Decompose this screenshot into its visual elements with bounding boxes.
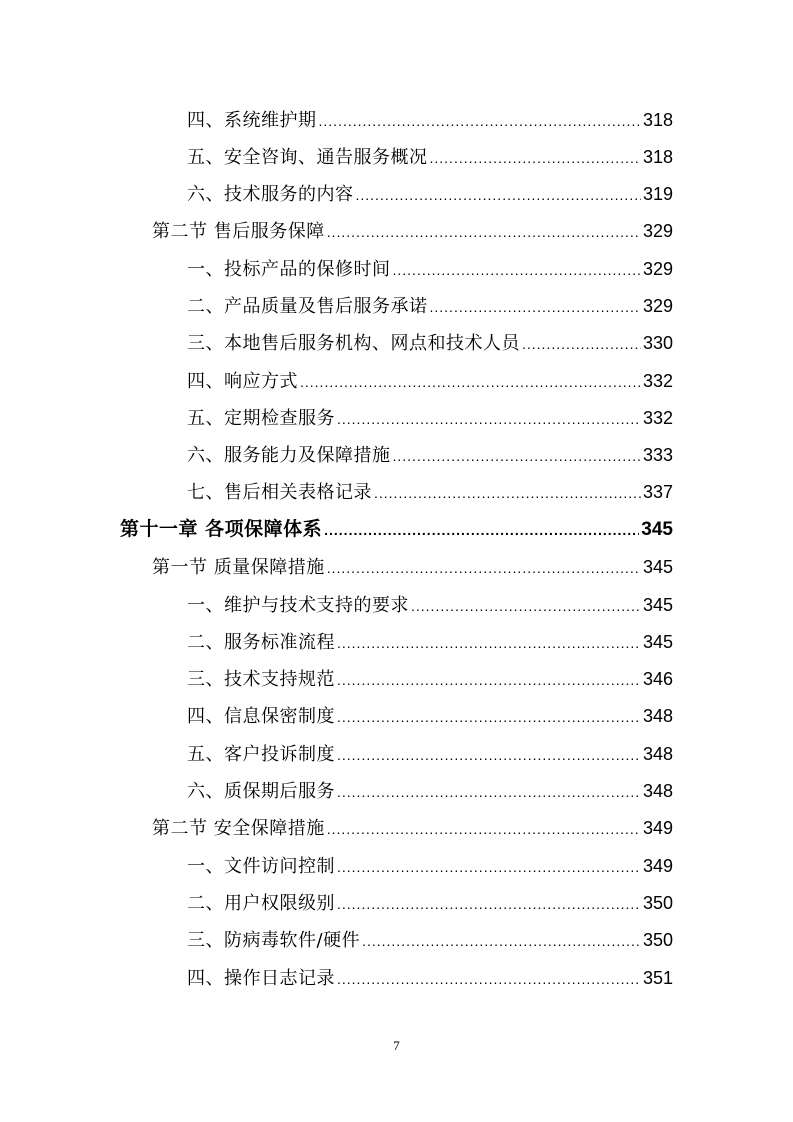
toc-entry-title: 一、维护与技术支持的要求: [187, 595, 409, 616]
toc-entry-title: 三、技术支持规范: [187, 669, 335, 690]
toc-entry-page: 348: [642, 781, 673, 801]
dot-leader: [374, 481, 641, 505]
toc-entry[interactable]: [187, 294, 673, 319]
toc-entry-page: 329: [642, 259, 673, 279]
toc-entry[interactable]: [187, 966, 673, 991]
toc-entry-title: 五、定期检查服务: [187, 408, 335, 429]
toc-entry[interactable]: [187, 630, 673, 655]
dot-leader: [300, 370, 641, 394]
toc-entry[interactable]: [187, 406, 673, 431]
toc-entry-title: 一、投标产品的保修时间: [187, 259, 391, 280]
toc-entry[interactable]: [187, 667, 673, 692]
toc-entry-title: 二、产品质量及售后服务承诺: [187, 296, 428, 317]
toc-entry-page: 318: [642, 110, 673, 130]
toc-entry-title: 第十一章 各项保障体系: [120, 518, 323, 540]
toc-entry-title: 五、客户投诉制度: [187, 744, 335, 765]
dot-leader: [337, 892, 641, 916]
toc-section[interactable]: [152, 219, 673, 244]
toc-entry-page: 351: [642, 968, 673, 988]
toc-entry-page: 348: [642, 706, 673, 726]
toc-entry[interactable]: [187, 779, 673, 804]
toc-entry-page: 346: [642, 669, 673, 689]
toc-entry[interactable]: [187, 854, 673, 879]
toc-section[interactable]: [152, 816, 673, 841]
dot-leader: [337, 705, 641, 729]
toc-entry[interactable]: [187, 443, 673, 468]
toc-entry[interactable]: [187, 108, 673, 133]
toc-entry-title: 五、安全咨询、通告服务概况: [187, 147, 428, 168]
toc-entry-page: 350: [642, 930, 673, 950]
toc-entry-page: 329: [642, 296, 673, 316]
toc-entry-page: 350: [642, 893, 673, 913]
toc-entry[interactable]: [187, 891, 673, 916]
toc-section[interactable]: [152, 555, 673, 580]
toc-entry-page: 318: [642, 147, 673, 167]
dot-leader: [356, 183, 641, 207]
toc-entry-page: 345: [642, 595, 673, 615]
dot-leader: [430, 146, 641, 170]
toc-entry-title: 二、服务标准流程: [187, 632, 335, 653]
toc-entry-page: 329: [642, 221, 673, 241]
toc-entry-title: 四、系统维护期: [187, 110, 317, 131]
toc-entry[interactable]: [187, 704, 673, 729]
toc-entry-title: 三、防病毒软件/硬件: [187, 930, 361, 951]
page-number: 7: [393, 1038, 400, 1053]
toc-entry-page: 345: [642, 632, 673, 652]
toc-entry-title: 七、售后相关表格记录: [187, 482, 372, 503]
toc-entry-title: 六、质保期后服务: [187, 781, 335, 802]
toc-entry-title: 六、服务能力及保障措施: [187, 445, 391, 466]
toc-entry-title: 四、信息保密制度: [187, 706, 335, 727]
toc-entry[interactable]: [187, 331, 673, 356]
toc-entry[interactable]: [187, 145, 673, 170]
toc-entry[interactable]: [187, 480, 673, 505]
dot-leader: [337, 668, 641, 692]
dot-leader: [337, 855, 641, 879]
dot-leader: [393, 258, 641, 282]
toc-entry-page: 319: [642, 184, 673, 204]
toc-entry-title: 二、用户权限级别: [187, 893, 335, 914]
dot-leader: [337, 631, 641, 655]
toc-entry[interactable]: [187, 593, 673, 618]
toc-entry-title: 四、操作日志记录: [187, 968, 335, 989]
dot-leader: [411, 594, 641, 618]
toc-entry-title: 六、技术服务的内容: [187, 184, 354, 205]
toc-entry-title: 四、响应方式: [187, 371, 298, 392]
toc-entry[interactable]: [187, 369, 673, 394]
toc-entry-page: 330: [642, 333, 673, 353]
dot-leader: [327, 817, 641, 841]
dot-leader: [337, 780, 641, 804]
dot-leader: [327, 556, 641, 580]
toc-entry-page: 345: [642, 557, 673, 577]
toc-entry-page: 333: [642, 445, 673, 465]
dot-leader: [337, 407, 641, 431]
dot-leader: [324, 518, 639, 542]
toc-entry[interactable]: [187, 257, 673, 282]
toc-entry-page: 332: [642, 408, 673, 428]
dot-leader: [319, 109, 641, 133]
toc-entry-page: 349: [642, 856, 673, 876]
toc-entry-page: 337: [642, 482, 673, 502]
toc-entry[interactable]: [187, 742, 673, 767]
dot-leader: [430, 295, 641, 319]
dot-leader: [362, 929, 641, 953]
toc-entry-title: 第二节 售后服务保障: [152, 221, 325, 242]
toc-entry[interactable]: [187, 928, 673, 953]
toc-entry-page: 332: [642, 371, 673, 391]
toc-entry-page: 348: [642, 744, 673, 764]
toc-entry-page: 345: [641, 519, 673, 540]
toc-entry-title: 第一节 质量保障措施: [152, 557, 325, 578]
toc-entry-title: 三、本地售后服务机构、网点和技术人员: [187, 333, 520, 354]
dot-leader: [327, 220, 641, 244]
dot-leader: [337, 967, 641, 991]
toc-entry-title: 一、文件访问控制: [187, 856, 335, 877]
dot-leader: [522, 332, 641, 356]
toc-entry[interactable]: [187, 182, 673, 207]
toc-entry-page: 349: [642, 818, 673, 838]
toc-entry-title: 第二节 安全保障措施: [152, 818, 325, 839]
dot-leader: [337, 743, 641, 767]
toc-chapter[interactable]: [120, 517, 673, 542]
dot-leader: [393, 444, 641, 468]
